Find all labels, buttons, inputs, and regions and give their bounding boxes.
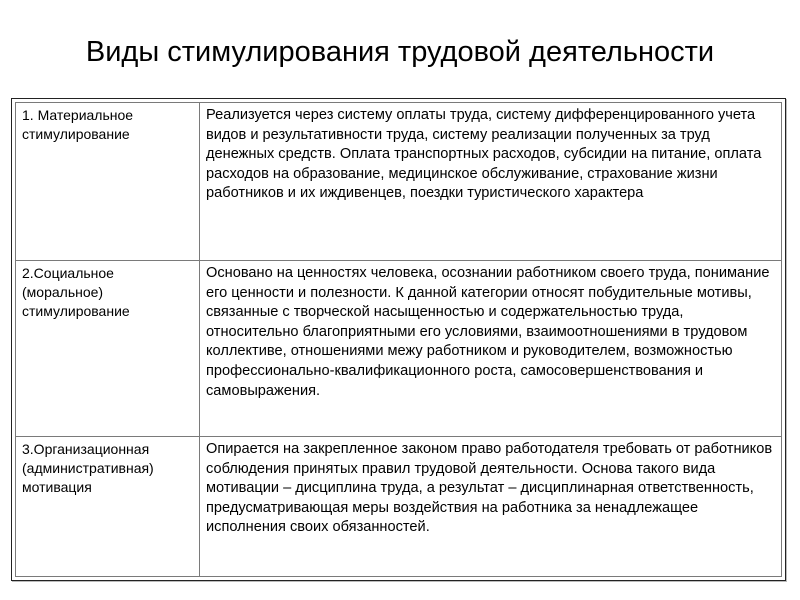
table-frame — [11, 98, 786, 581]
row-label-material: 1. Материальное стимулирование — [16, 103, 200, 261]
table-row — [16, 261, 782, 437]
row-description-organizational: Опирается на закрепленное законом право работодателя требовать от работников соблюдения принятых правил трудовой деятельности. Основа такого вида мотивации – дисциплина труда, а результат – дисциплинарная ответственность, предусматривающая меры воздействия на работника за ненадлежащее исполнения своих обязанностей. — [200, 437, 782, 577]
row-description-social: Основано на ценностях человека, осознании работником своего труда, понимание его ценности и полезности. К данной категории относят побудительные мотивы, связанные с творческой насыщенностью и содержательностью труда, относительно благоприятными его условиями, взаимоотношениями в трудовом коллективе, отношениями межу работником и руководителем, возможностью профессионально-квалификационного роста, самосовершенствования и самовыражения. — [200, 261, 782, 437]
stimulation-types-table — [15, 102, 782, 577]
row-label-organizational: 3.Организационная (административная) мотивация — [16, 437, 200, 577]
table-row — [16, 437, 782, 577]
row-description-material: Реализуется через систему оплаты труда, систему дифференцированного учета видов и результативности труда, систему реализации полученных за труд денежных средств. Оплата транспортных расходов, субсидии на питание, оплата расходов на образование, медицинское обслуживание, страхование жизни работников и их иждивенцев, поездки туристического характера — [200, 103, 782, 261]
row-label-social: 2.Социальное (моральное) стимулирование — [16, 261, 200, 437]
table-row — [16, 103, 782, 261]
slide-title: Виды стимулирования трудовой деятельности — [85, 36, 715, 68]
